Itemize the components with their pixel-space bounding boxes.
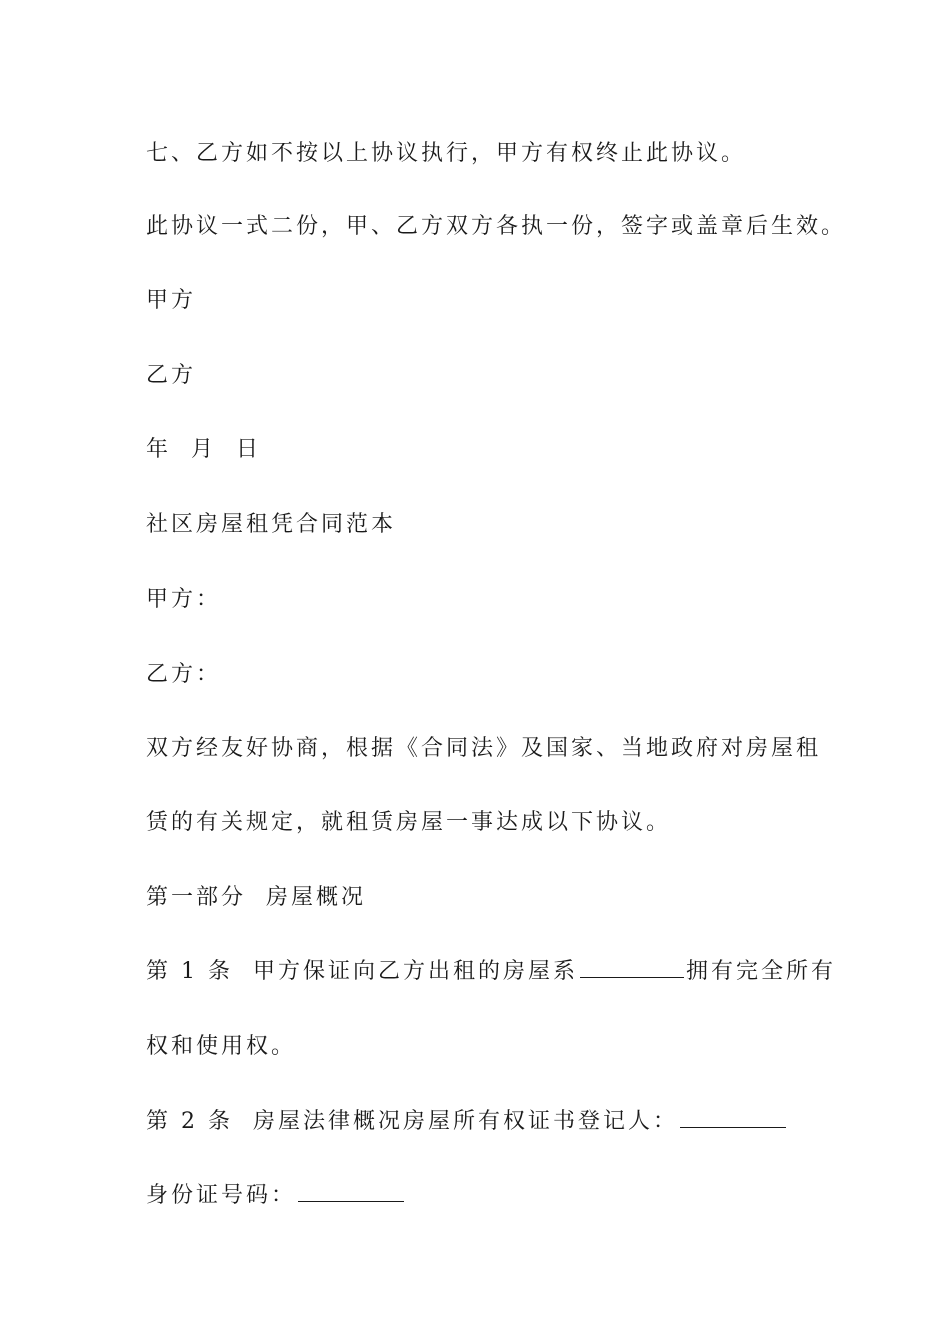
owner-blank-field	[580, 957, 684, 978]
article-one-continuation: 权和使用权。	[146, 1034, 297, 1059]
party-a-field-label: 甲方：	[146, 587, 222, 612]
party-b-signature-label: 乙方	[146, 363, 197, 388]
id-number-blank-field	[298, 1181, 404, 1202]
party-b-field-label: 乙方：	[146, 662, 222, 687]
id-number-label: 身份证号码：	[146, 1183, 297, 1208]
article-two-text: 第 2 条 房屋法律概况房屋所有权证书登记人：	[146, 1109, 678, 1134]
article-two-line	[146, 1107, 786, 1137]
article-one-text-start: 第 1 条 甲方保证向乙方出租的房屋系	[146, 959, 578, 984]
party-a-signature-label: 甲方	[146, 288, 197, 313]
preamble-line-1: 双方经友好协商，根据《合同法》及国家、当地政府对房屋租	[146, 736, 822, 761]
preamble-line-2: 赁的有关规定，就租赁房屋一事达成以下协议。	[146, 810, 672, 835]
section-one-heading: 第一部分 房屋概况	[146, 885, 366, 910]
id-number-line	[146, 1181, 404, 1211]
contract-title: 社区房屋租凭合同范本	[146, 512, 397, 537]
article-one-line	[146, 957, 836, 987]
copies-validity-text: 此协议一式二份，甲、乙方双方各执一份，签字或盖章后生效。	[146, 214, 847, 239]
clause-seven-text: 七、乙方如不按以上协议执行，甲方有权终止此协议。	[146, 141, 747, 166]
date-line: 年 月 日	[146, 437, 261, 462]
registrant-blank-field	[680, 1107, 786, 1128]
article-one-text-end: 拥有完全所有	[685, 959, 836, 984]
